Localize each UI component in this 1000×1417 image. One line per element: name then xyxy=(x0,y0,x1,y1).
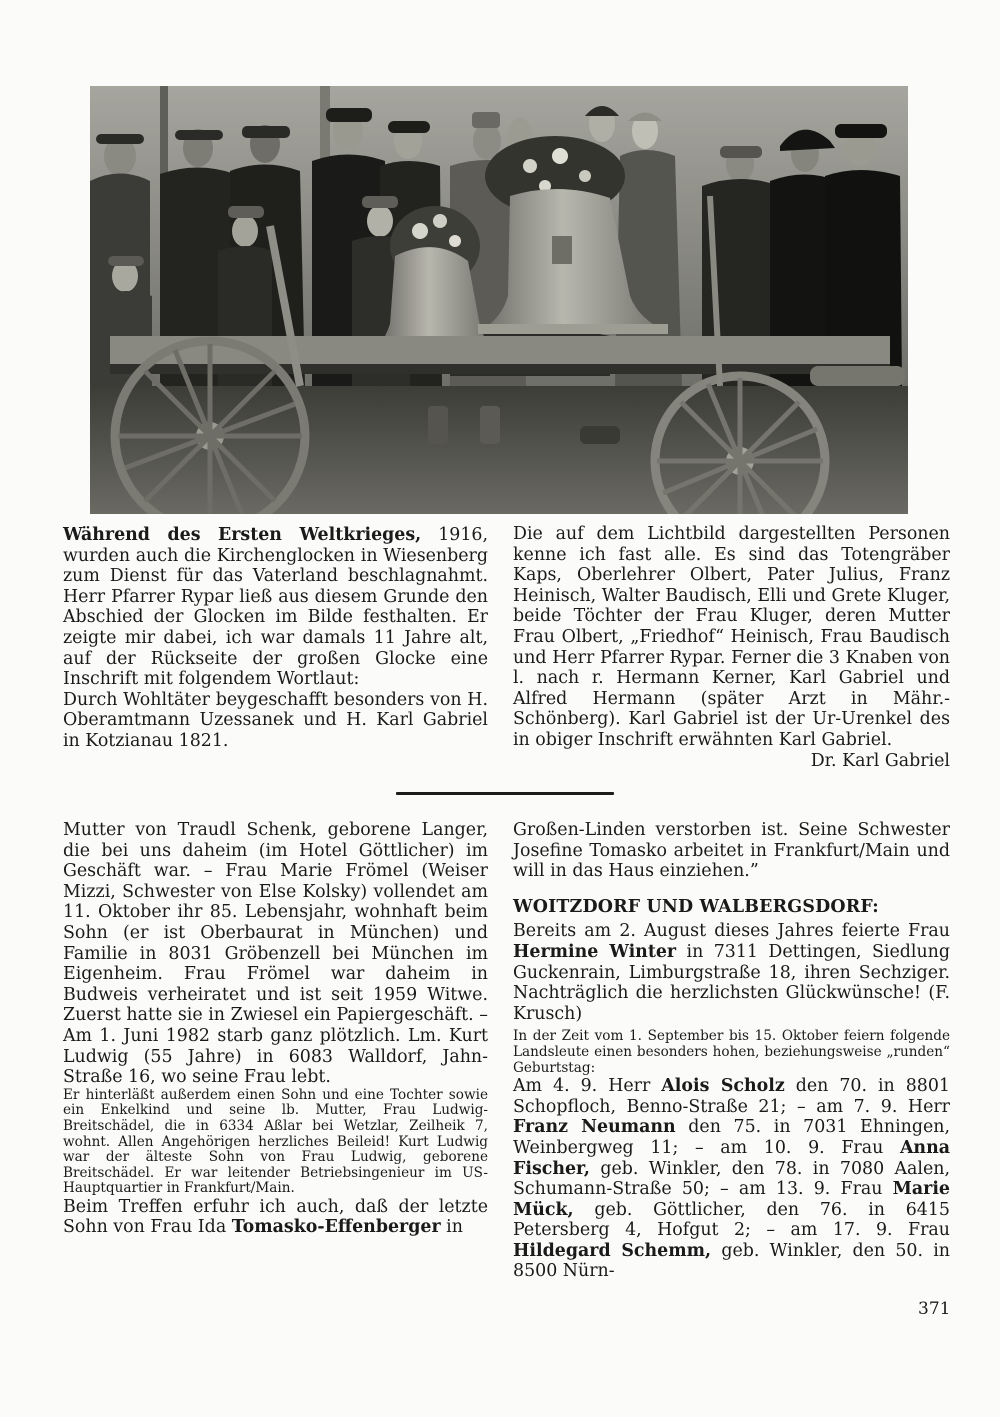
caption-people-list: Die auf dem Lichtbild dargestellten Personen kenne ich fast alle. Es sind das Totengräber Kaps, Oberlehrer Olbert, Pater Julius, Franz Heinisch, Walter Baudisch, Elli und Grete Kluger, beide Töchter der Frau Kluger, deren Mutter Frau Olbert, „Friedhof“ Heinisch, Frau Baudisch und Herr Pfarrer Rypar. Ferner die 3 Knaben von l. nach r. Hermann Kerner, Karl Gabriel und Alfred Hermann (später Arzt in Mähr.-Schönberg). Karl Gabriel ist der Ur-Urenkel des in obiger Inschrift erwähnten Karl Gabriel. xyxy=(513,524,950,750)
photo-caption-right xyxy=(513,524,950,771)
birthday-name: Franz Neumann xyxy=(513,1117,676,1138)
section-heading: WOITZDORF UND WALBERGSDORF: xyxy=(513,896,879,917)
text-span: in 7311 Dettingen, Siedlung Guckenrain, Limburgstraße 18, ihren Sechziger. Nachträglich die herzlichsten Glückwünsche! (F. Krusch) xyxy=(513,941,950,1024)
caption-paragraph xyxy=(63,525,488,690)
photo-illustration xyxy=(90,86,908,514)
historic-photo xyxy=(90,86,908,514)
news-paragraph-ludwig: Er hinterläßt außerdem einen Sohn und eine Tochter sowie ein Enkelkind und seine lb. Mutter, Frau Ludwig-Breitschädel, die in 6334 Aßlar bei Wetzlar, Zeilheik 7, wohnt. Allen Angehörigen herzliches Beileid! Kurt Ludwig war der älteste Sohn von Frau Ludwig, geborene Breitschädel. Er war leitender Betriebsingenieur im US-Hauptquartier in Frankfurt/Main. xyxy=(63,1086,488,1197)
name-bold: Hermine Winter xyxy=(513,941,677,962)
caption-lead-bold: Während des Ersten Weltkrieges, xyxy=(63,525,422,545)
text-span: Bereits am 2. August dieses Jahres feierte Frau xyxy=(513,921,950,942)
birthday-name: Hildegard Schemm, xyxy=(513,1240,712,1261)
text-span: den 70. in 8801 Schopfloch, Benno-Straße 21; – am 7. 9. Herr xyxy=(513,1076,950,1117)
ground xyxy=(90,386,908,514)
text-span: geb. Winkler, den 50. in 8500 Nürn- xyxy=(513,1240,951,1282)
birthday-name: Marie Mück, xyxy=(513,1179,950,1220)
news-paragraph-fromel: Mutter von Traudl Schenk, geborene Langer, die bei uns daheim (im Hotel Göttlicher) im Geschäft war. – Frau Marie Frömel (Weiser Mizzi, Schwester von Else Kolsky) vollendet am 11. Oktober ihr 85. Lebensjahr, wohnhaft beim Sohn (er ist Oberbaurat in München) und Familie in 8031 Gröbenzell bei München im Eigenheim. Frau Frömel war daheim in Budweis verheiratet und ist seit 1959 Witwe. Zuerst hatte sie in Zwiesel ein Papiergeschäft. – Am 1. Juni 1982 starb ganz plötzlich. Lm. Kurt Ludwig (55 Jahre) in 6083 Walldorf, Jahn-Straße 16, wo seine Frau lebt. xyxy=(63,820,488,1088)
text-span: in xyxy=(440,1217,463,1238)
photo-caption-left xyxy=(63,525,488,752)
text-span: geb. Göttlicher, den 76. in 6415 Petersberg 4, Hofgut 2; – am 17. 9. Frau xyxy=(513,1199,950,1241)
page-number: 371 xyxy=(918,1299,951,1319)
text-span: geb. Winkler, den 78. in 7080 Aalen, Schumann-Straße 50; – am 13. 9. Frau xyxy=(513,1158,950,1200)
birthday-name: Alois Scholz xyxy=(661,1076,785,1097)
news-paragraph-winter xyxy=(513,921,950,1024)
birthday-intro: In der Zeit vom 1. September bis 15. Oktober feiern folgende Landsleute einen besonders hohen, beziehungsweise „runden“ Geburtstag: xyxy=(513,1028,950,1076)
text-span: Am 4. 9. Herr xyxy=(513,1076,662,1097)
birthday-list xyxy=(513,1076,950,1282)
news-paragraph-tomasko xyxy=(63,1197,488,1238)
news-paragraph-continued: Großen-Linden verstorben ist. Seine Schwester Josefine Tomasko arbeitet in Frankfurt/Main und will in das Haus einziehen.” xyxy=(513,820,950,882)
text-span: Beim Treffen erfuhr ich auch, daß der letzte Sohn von Frau Ida xyxy=(63,1196,488,1238)
caption-lead-text: 1916, wurden auch die Kirchenglocken in Wiesenberg zum Dienst für das Vaterland beschlagnahmt. Herr Pfarrer Rypar ließ aus diesem Grunde den Abschied der Glocken im Bilde festhalten. Er zeigte mir dabei, ich war damals 11 Jahre alt, auf der Rückseite der großen Glocke eine Inschrift mit folgendem Wortlaut: xyxy=(63,525,488,690)
text-span: den 75. in 7031 Ehningen, Weinbergweg 11; – am 10. 9. Frau xyxy=(513,1117,951,1158)
news-column-left xyxy=(63,820,488,1238)
section-divider xyxy=(396,792,614,795)
news-column-right xyxy=(513,820,950,1282)
author-signature: Dr. Karl Gabriel xyxy=(810,750,950,771)
name-bold: Tomasko-Effenberger xyxy=(231,1217,441,1238)
birthday-name: Anna Fischer, xyxy=(513,1137,950,1179)
bell-inscription: Durch Wohltäter beygeschafft besonders von H. Oberamtmann Uzessanek und H. Karl Gabriel in Kotzianau 1821. xyxy=(63,689,488,751)
